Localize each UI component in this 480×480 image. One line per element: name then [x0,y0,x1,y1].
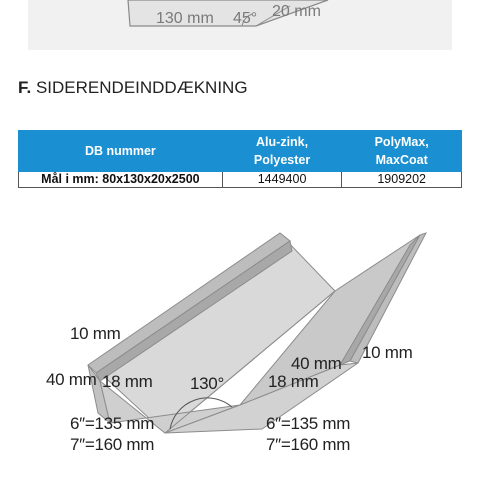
top-angle-45: 45° [233,10,258,27]
label-right-size-7in: 7″=160 mm [266,435,351,454]
cell-alu-zink-number: 1449400 [222,172,342,188]
label-left-size-7in: 7″=160 mm [70,435,155,454]
section-title [18,78,248,98]
cell-polymax-number: 1909202 [342,172,462,188]
table-header-row [19,131,462,172]
table-row [19,172,462,188]
header-alu-zink [222,131,342,172]
label-right-40mm: 40 mm [291,354,342,373]
header-polymax [342,131,462,172]
header-alu-line1: Alu-zink, [256,135,309,149]
top-profile-diagram [28,0,452,50]
label-left-40mm: 40 mm [46,370,97,389]
header-db-line: DB nummer [84,144,156,158]
label-right-10mm: 10 mm [362,343,413,362]
label-right-size-6in: 6″=135 mm [266,414,351,433]
label-left-10mm: 10 mm [70,324,121,343]
top-dim-130: 130 mm [156,10,214,27]
section-heading: SIDERENDEINDDÆKNING [35,78,248,97]
top-dim-20: 20 mm [272,3,321,20]
header-db-nummer [19,131,223,172]
label-left-size-6in: 6″=135 mm [70,414,155,433]
spec-table [18,130,462,188]
header-poly-line2: MaxCoat [375,153,428,167]
header-alu-line2: Polyester [253,153,311,167]
label-right-18mm: 18 mm [268,372,319,391]
header-poly-line1: PolyMax, [374,135,429,149]
label-left-18mm: 18 mm [102,372,153,391]
cell-dimensions: Mål i mm: 80x130x20x2500 [19,172,223,188]
label-angle-130: 130° [190,374,224,393]
section-letter: F. [18,78,32,97]
main-profile-diagram [0,215,480,480]
